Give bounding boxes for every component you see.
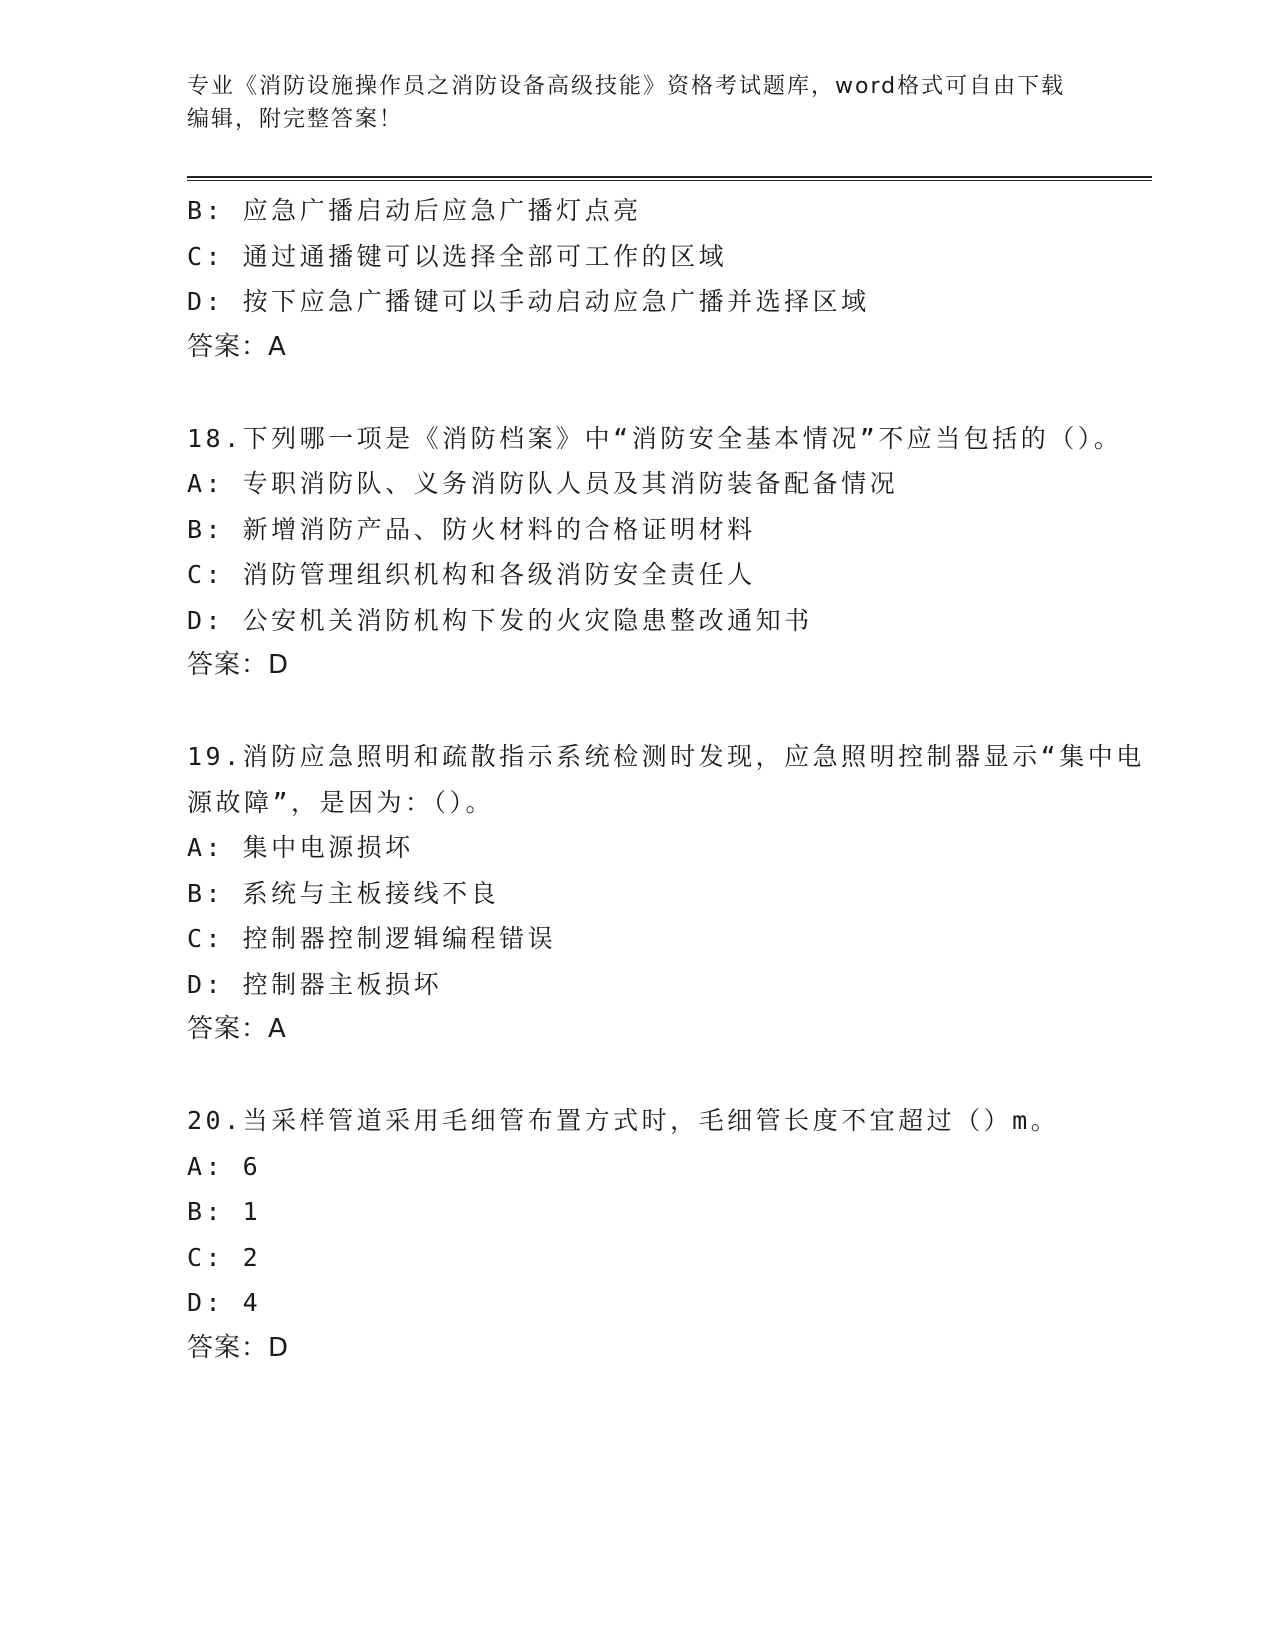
option-b: B: 新增消防产品、防火材料的合格证明材料: [187, 514, 756, 544]
answer: 答案：D: [187, 650, 290, 680]
option-d: D: 公安机关消防机构下发的火灾隐患整改通知书: [187, 605, 813, 635]
question-19: [187, 734, 1147, 1053]
question-18: [187, 416, 1147, 689]
option-a: A: 专职消防队、义务消防队人员及其消防装备配备情况: [187, 469, 899, 498]
option-d: D: 按下应急广播键可以手动启动应急广播并选择区域: [187, 287, 870, 316]
header-divider: [187, 176, 1152, 181]
spacer: [187, 1053, 1147, 1099]
option-b: B: 1: [187, 1197, 262, 1226]
option-b: B: 系统与主板接线不良: [187, 878, 500, 908]
document-body: [187, 188, 1147, 1371]
spacer: [187, 370, 1147, 416]
option-b: B: 应急广播启动后应急广播灯点亮: [187, 196, 642, 225]
question-stem: 18.下列哪一项是《消防档案》中“消防安全基本情况”不应当包括的（）。: [187, 423, 1123, 453]
question-stem: 20.当采样管道采用毛细管布置方式时，毛细管长度不宜超过（）m。: [187, 1106, 1060, 1135]
option-c: C: 控制器控制逻辑编程错误: [187, 924, 557, 953]
option-c: C: 2: [187, 1242, 262, 1272]
option-c: C: 消防管理组织机构和各级消防安全责任人: [187, 560, 756, 589]
option-a: A: 集中电源损坏: [187, 833, 414, 862]
option-c: C: 通过通播键可以选择全部可工作的区域: [187, 241, 728, 271]
question-17-continued: [187, 188, 1147, 370]
spacer: [187, 689, 1147, 735]
page-header: 专业《消防设施操作员之消防设备高级技能》资格考试题库，word格式可自由下载编辑，附完整答案！: [187, 74, 1066, 132]
answer: 答案：A: [187, 1014, 287, 1044]
question-stem: 19.消防应急照明和疏散指示系统检测时发现，应急照明控制器显示“集中电源故障”，是因为：（）。: [187, 742, 1145, 817]
answer: 答案：A: [187, 331, 287, 362]
question-20: [187, 1098, 1147, 1371]
option-d: D: 控制器主板损坏: [187, 969, 443, 999]
answer: 答案：D: [187, 1332, 290, 1363]
option-a: A: 6: [187, 1151, 262, 1181]
option-d: D: 4: [187, 1288, 262, 1317]
